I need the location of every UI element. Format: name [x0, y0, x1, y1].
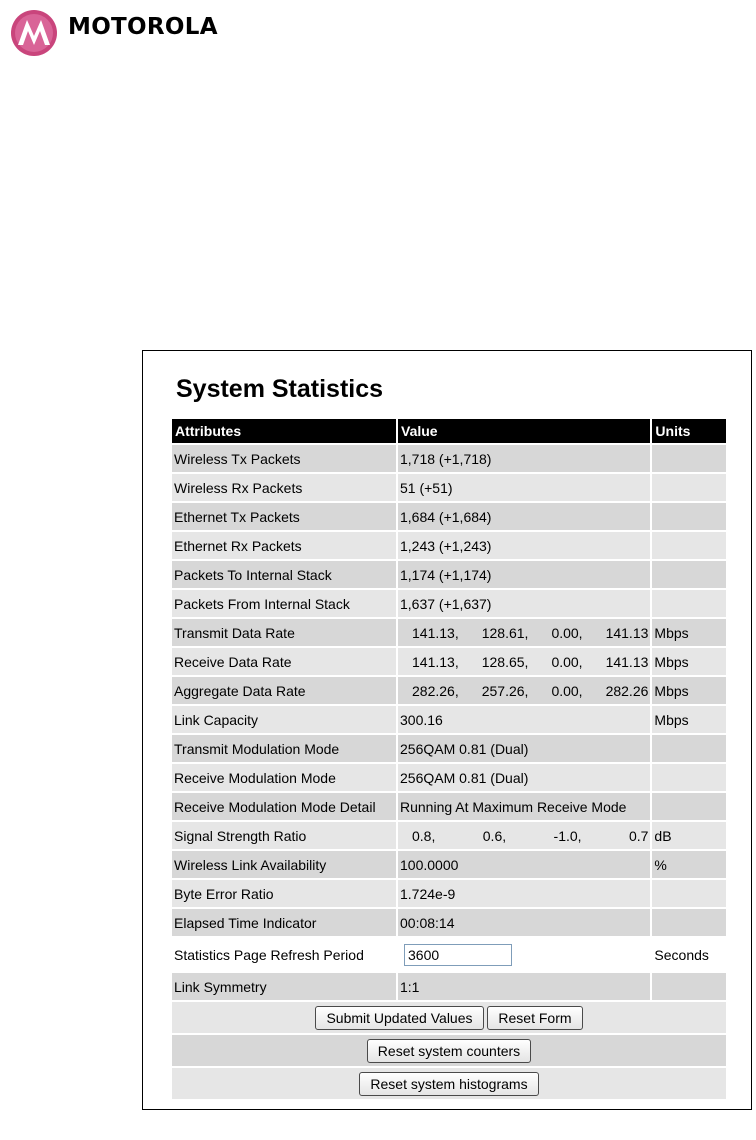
row-label: Byte Error Ratio — [172, 880, 396, 907]
row-value: 1,684 (+1,684) — [398, 503, 650, 530]
table-row — [172, 648, 726, 675]
reset-system-histograms-button[interactable]: Reset system histograms — [359, 1072, 538, 1096]
row-value-multi — [398, 648, 650, 675]
row-label: Packets To Internal Stack — [172, 561, 396, 588]
table-row — [172, 822, 726, 849]
statistics-panel — [142, 350, 752, 1110]
header-value: Value — [398, 419, 650, 443]
row-label: Receive Modulation Mode Detail — [172, 793, 396, 820]
row-units — [652, 793, 726, 820]
value-part: 128.61, — [481, 624, 529, 641]
row-value-multi — [398, 677, 650, 704]
row-units — [652, 532, 726, 559]
row-value-multi — [398, 619, 650, 646]
row-units — [652, 561, 726, 588]
table-row — [172, 619, 726, 646]
table-row — [172, 851, 726, 878]
link-symmetry-units — [652, 973, 726, 1000]
refresh-period-units: Seconds — [652, 938, 726, 971]
value-part: 0.00, — [551, 624, 583, 641]
row-label: Receive Modulation Mode — [172, 764, 396, 791]
value-part: 141.13 — [605, 624, 649, 641]
brand-name: MOTOROLA — [68, 14, 218, 40]
refresh-period-input[interactable] — [404, 944, 512, 966]
row-units: Mbps — [652, 619, 726, 646]
header-units: Units — [652, 419, 726, 443]
row-label: Elapsed Time Indicator — [172, 909, 396, 936]
header-attributes: Attributes — [172, 419, 396, 443]
submit-updated-values-button[interactable]: Submit Updated Values — [315, 1006, 483, 1030]
row-label: Ethernet Rx Packets — [172, 532, 396, 559]
value-part: 282.26, — [412, 682, 459, 699]
row-value: 256QAM 0.81 (Dual) — [398, 735, 650, 762]
reset-counters-row — [172, 1035, 726, 1066]
value-part: 0.00, — [551, 653, 583, 670]
table-row — [172, 880, 726, 907]
table-row — [172, 706, 726, 733]
refresh-period-row — [172, 938, 726, 971]
table-row — [172, 474, 726, 501]
form-buttons-row — [172, 1002, 726, 1033]
row-label: Wireless Link Availability — [172, 851, 396, 878]
value-part: 141.13, — [412, 653, 459, 670]
row-label: Transmit Modulation Mode — [172, 735, 396, 762]
row-value: 00:08:14 — [398, 909, 650, 936]
row-units — [652, 590, 726, 617]
table-row — [172, 677, 726, 704]
table-row — [172, 735, 726, 762]
row-units — [652, 503, 726, 530]
row-units: Mbps — [652, 677, 726, 704]
reset-form-button[interactable]: Reset Form — [487, 1006, 582, 1030]
link-symmetry-value: 1:1 — [398, 973, 650, 1000]
row-value: Running At Maximum Receive Mode — [398, 793, 650, 820]
reset-counters-cell — [172, 1035, 726, 1066]
table-row — [172, 503, 726, 530]
refresh-period-label: Statistics Page Refresh Period — [172, 938, 396, 971]
reset-histograms-cell — [172, 1068, 726, 1099]
row-label: Wireless Rx Packets — [172, 474, 396, 501]
row-value: 1.724e-9 — [398, 880, 650, 907]
value-part: 0.6, — [482, 827, 507, 844]
value-part: 128.65, — [481, 653, 529, 670]
refresh-period-cell — [398, 938, 650, 971]
row-label: Receive Data Rate — [172, 648, 396, 675]
table-row — [172, 793, 726, 820]
table-row — [172, 764, 726, 791]
row-value: 1,243 (+1,243) — [398, 532, 650, 559]
value-part: -1.0, — [553, 827, 582, 844]
row-units: dB — [652, 822, 726, 849]
row-value: 300.16 — [398, 706, 650, 733]
value-part: 0.8, — [412, 827, 436, 844]
row-units — [652, 474, 726, 501]
table-row — [172, 590, 726, 617]
row-units: Mbps — [652, 706, 726, 733]
row-value: 1,637 (+1,637) — [398, 590, 650, 617]
row-units — [652, 764, 726, 791]
row-units: % — [652, 851, 726, 878]
value-part: 0.00, — [551, 682, 583, 699]
reset-histograms-row — [172, 1068, 726, 1099]
row-label: Aggregate Data Rate — [172, 677, 396, 704]
row-units: Mbps — [652, 648, 726, 675]
row-units — [652, 909, 726, 936]
row-value: 1,174 (+1,174) — [398, 561, 650, 588]
table-row — [172, 532, 726, 559]
value-part: 282.26 — [605, 682, 649, 699]
motorola-logo — [0, 0, 258, 64]
page-title: System Statistics — [176, 375, 384, 403]
value-part: 141.13, — [412, 624, 459, 641]
row-value: 100.0000 — [398, 851, 650, 878]
value-part: 257.26, — [481, 682, 529, 699]
table-row — [172, 909, 726, 936]
value-part: 0.7 — [628, 827, 649, 844]
row-value: 1,718 (+1,718) — [398, 445, 650, 472]
row-units — [652, 735, 726, 762]
reset-system-counters-button[interactable]: Reset system counters — [367, 1039, 531, 1063]
row-label: Packets From Internal Stack — [172, 590, 396, 617]
row-label: Transmit Data Rate — [172, 619, 396, 646]
link-symmetry-label: Link Symmetry — [172, 973, 396, 1000]
row-value: 51 (+51) — [398, 474, 650, 501]
table-row — [172, 973, 726, 1000]
statistics-table — [170, 417, 728, 1101]
row-label: Ethernet Tx Packets — [172, 503, 396, 530]
row-value: 256QAM 0.81 (Dual) — [398, 764, 650, 791]
row-value-multi — [398, 822, 650, 849]
row-label: Link Capacity — [172, 706, 396, 733]
value-part: 141.13 — [605, 653, 649, 670]
row-label: Wireless Tx Packets — [172, 445, 396, 472]
table-row — [172, 561, 726, 588]
row-units — [652, 445, 726, 472]
table-row — [172, 445, 726, 472]
motorola-batwing-icon — [10, 9, 58, 57]
form-buttons-cell — [172, 1002, 726, 1033]
row-units — [652, 880, 726, 907]
table-header-row — [172, 419, 726, 443]
row-label: Signal Strength Ratio — [172, 822, 396, 849]
